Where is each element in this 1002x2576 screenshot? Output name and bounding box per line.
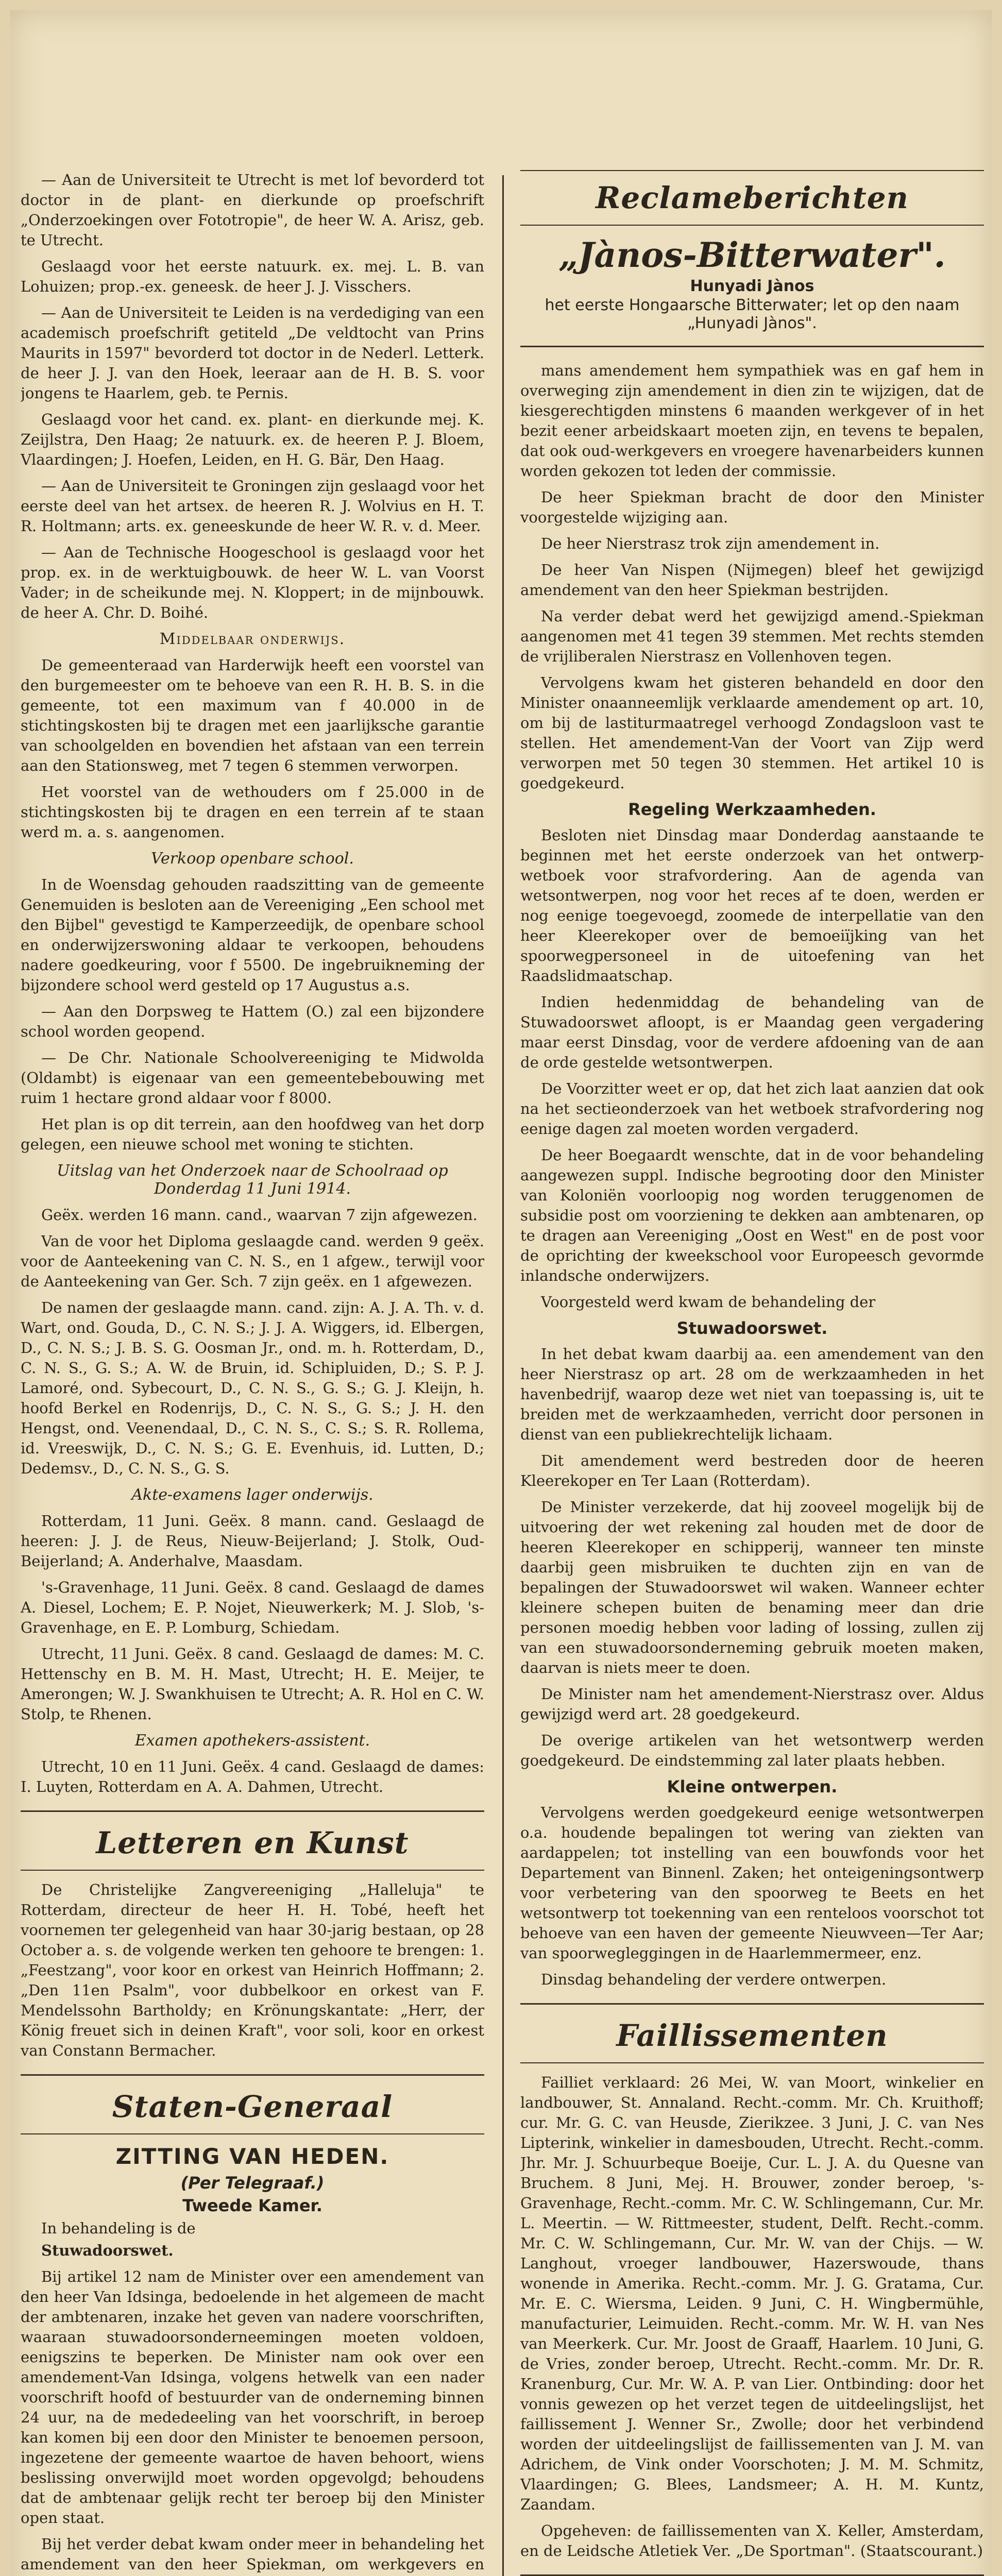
paragraph: — Aan de Universiteit te Utrecht is met lof bevorderd tot doctor in de plant- en dierkunde op proefschrift „Onderzoekingen over Fototropie", de heer W. A. Arisz, geb. te Utrecht. [21, 171, 484, 249]
section-heading-reclame: Reclameberichten [596, 180, 909, 215]
paragraph: In de Woensdag gehouden raadszitting van de gemeente Genemuiden is besloten aan de Vereeniging „Een school met den Bijbel" gevestigd te Kamperzeedijk, de openbare school en onderwijzerswoning aldaar te verkoopen, behoudens nadere goedkeuring, voor f 5500. De ingebruikneming der bijzondere school werd gesteld op 17 Augustus a.s. [21, 876, 484, 994]
section-subheading: Uitslag van het Onderzoek naar de Schoolraad op Donderdag 11 Juni 1914. [57, 1162, 448, 1198]
paragraph: De Minister nam het amendement-Nierstrasz over. Aldus gewijzigd werd art. 28 goedgekeurd. [520, 1685, 984, 1723]
section-divider [520, 170, 984, 171]
paragraph: mans amendement hem sympathiek was en gaf hem in overweging zijn amendement in dien zin te wijzigen, dat de kiesgerechtigden minstens 6 maanden werkgever of in het bezit eener arbeidskaart moeten zijn, en tevens te bepalen, dat ook oud-werkgevers en vroegere havenarbeiders kunnen worden gekozen tot leden der commissie. [520, 362, 984, 480]
paragraph: Vervolgens kwam het gisteren behandeld en door den Minister onaanneemlijk verklaarde amendement op art. 10, om bij de lastiturmaatregel verhoogd Zondagsloon vast te stellen. Het amendement-Van der Voort van Zijp werd verworpen met 50 tegen 30 stemmen. Het artikel 10 is goedgekeurd. [520, 674, 984, 792]
zitting-heading: ZITTING VAN HEDEN. [115, 2144, 389, 2169]
section-subheading: Stuwadoorswet. [676, 1318, 828, 1338]
paragraph: Het plan is op dit terrein, aan den hoofdweg van het dorp gelegen, een nieuwe school met woning te stichten. [21, 1115, 484, 1153]
section-divider [21, 2074, 484, 2076]
section-subheading: Examen apothekers-assistent. [134, 1732, 370, 1750]
paragraph: — Aan de Universiteit te Leiden is na verdediging van een academisch proefschrift getiteld „De veldtocht van Prins Maurits in 1597" bevorderd tot doctor in de Nederl. Letterk. de heer J. J. van den Hoek, leeraar aan de H. B. S. voor jongens te Haarlem, geb. te Pernis. [21, 304, 484, 402]
right-column [520, 170, 984, 2576]
paragraph: Geëx. werden 16 mann. cand., waarvan 7 zijn afgewezen. [41, 1206, 478, 1224]
section-heading-faillissementen: Faillissementen [616, 2018, 888, 2053]
paragraph: — Aan de Technische Hoogeschool is geslaagd voor het prop. ex. in de werktuigbouwk. de heer W. L. van Voorst Vader; in de scheikunde mej. N. Kloppert; in de mijnbouwk. de heer A. Chr. D. Boihé. [21, 544, 484, 621]
section-divider [21, 1810, 484, 1812]
paragraph: De heer Boegaardt wenschte, dat in de voor behandeling aangewezen suppl. Indische begrooting door den Minister van Koloniën voorloopig nog worden teruggenomen de subsidie post om voorziening te dekken aan ambtenaren, op te dragen aan Vereeniging „Oost en West" en de post voor de oprichting der kweekschool voor Europeesch gevormde inlandsche onderwijzers. [520, 1146, 984, 1284]
section-heading-letteren: Letteren en Kunst [96, 1825, 409, 1860]
subject-label: Stuwadoorswet. [41, 2242, 174, 2259]
paragraph: Dinsdag behandeling der verdere ontwerpen. [541, 1971, 887, 1988]
paragraph: De namen der geslaagde mann. cand. zijn: A. J. A. Th. v. d. Wart, ond. Gouda, D., C. N. S.; J. J. A. Wiggers, id. Elbergen, D., C. N. S.; J. B. S. G. Oosman Jr., ond. m. h. Rotterdam, D., C. N. S., G. S.; A. W. de Bruin, id. Schipluiden, D.; S. P. J. Lamoré, ond. Sybecourt, D., C. N. S., G. S.; G. J. Kleijn, h. hoofd Berkel en Rodenrijs, D., C. N. S., G. S.; J. H. den Hengst, ond. Veenendaal, D., C. N. S., C. S.; S. R. Rollema, id. Vreeswijk, D., C. N. S.; G. E. Evenhuis, id. Lutten, D.; Dedemsv., D., C. N. S., G. S. [21, 1299, 484, 1477]
section-divider [520, 346, 984, 347]
paragraph: Vervolgens werden goedgekeurd eenige wetsontwerpen o.a. houdende bepalingen tot wering van ziekten van aardappelen; tot instelling van een bouwfonds voor het Departement van Binnenl. Zaken; het onteigeningsontwerp voor verbetering van den spoorweg te Beets en het wetsontwerp tot toekenning van een renteloos voorschot tot behoeve van een haven der gemeente Nieuwveen—Ter Aar; van spoorwegleggingen in de Haarlemmermeer, enz. [520, 1804, 984, 1962]
paragraph: Indien hedenmiddag de behandeling van de Stuwadoorswet afloopt, is er Maandag geen vergadering maar eerst Dinsdag, voor de verdere afdoening van de aan de orde gestelde wetsontwerpen. [520, 993, 984, 1071]
section-subheading: Regeling Werkzaamheden. [628, 800, 876, 819]
paragraph: De overige artikelen van het wetsontwerp werden goedgekeurd. De eindstemming zal later plaats hebben. [520, 1732, 984, 1769]
paragraph: Utrecht, 10 en 11 Juni. Geëx. 4 cand. Geslaagd de dames: I. Luyten, Rotterdam en A. A. Dahmen, Utrecht. [21, 1758, 484, 1795]
telegraaf-label: (Per Telegraaf.) [180, 2173, 325, 2193]
paragraph: Na verder debat werd het gewijzigd amend.-Spiekman aangenomen met 41 tegen 39 stemmen. Met rechts stemden de vrijliberalen Nierstrasz en Vollenhoven tegen. [520, 607, 984, 665]
paragraph: Geslaagd voor het eerste natuurk. ex. mej. L. B. van Lohuizen; prop.-ex. geneesk. de heer J. J. Visschers. [21, 258, 484, 295]
section-divider [520, 2003, 984, 2005]
paragraph: Besloten niet Dinsdag maar Donderdag aanstaande te beginnen met het eerste onderzoek van het ontwerp-wetboek voor strafvordering. Aan de agenda van wetsontwerpen, nog voor het reces af te doen, werden er nog eenige toegevoegd, zoomede de interpellatie van den heer Kleerekoper over de bemoeiïjking van het spoorwegpersoneel in de uitoefening van het Raadslidmaatschap. [520, 826, 984, 985]
paragraph: Opgeheven: de faillissementen van X. Keller, Amsterdam, en de Leidsche Atletiek Ver. „De Sportman". (Staatscourant.) [520, 2522, 984, 2560]
section-divider [520, 2062, 984, 2063]
paragraph: De heer Van Nispen (Nijmegen) bleef het gewijzigd amendement van den heer Spiekman bestrijden. [520, 561, 984, 599]
paragraph: — Aan den Dorpsweg te Hattem (O.) zal een bijzondere school worden geopend. [21, 1003, 484, 1040]
paragraph: Van de voor het Diploma geslaagde cand. werden 9 geëx. voor de Aanteekening van C. N. S., en 1 afgew., terwijl voor de Aanteekening van Ger. Sch. 7 zijn geëx. en 1 afgewezen. [21, 1232, 484, 1290]
paragraph: De gemeenteraad van Harderwijk heeft een voorstel van den burgemeester om te behoeve van een R. H. B. S. in die gemeente, tot een maximum van f 40.000 in de stichtingskosten bij te dragen met een jaarlijksche garantie van schoolgelden en bovendien het afstaan van een terrein aan den Stationsweg, met 7 tegen 6 stemmen verworpen. [21, 656, 484, 774]
section-divider [520, 225, 984, 226]
paragraph: Het voorstel van de wethouders om f 25.000 in de stichtingskosten bij te dragen en een terrein af te staan werd m. a. s. aangenomen. [21, 783, 484, 841]
section-subheading: Kleine ontwerpen. [667, 1777, 838, 1797]
paragraph: Rotterdam, 11 Juni. Geëx. 8 mann. cand. Geslaagd de heeren: J. J. de Reus, Nieuw-Beijerland; J. Stolk, Oud-Beijerland; A. Anderhalve, Maasdam. [21, 1512, 484, 1570]
paragraph: 's-Gravenhage, 11 Juni. Geëx. 8 cand. Geslaagd de dames A. Diesel, Lochem; E. P. Nojet, Nieuwerkerk; M. J. Slob, 's-Gravenhage, en E. P. Lomburg, Schiedam. [21, 1579, 484, 1636]
left-column [21, 170, 484, 2576]
section-divider [21, 1870, 484, 1871]
paragraph: Bij het verder debat kwam onder meer in behandeling het amendement van den heer Spiekman, om werkgevers en [21, 2535, 484, 2573]
paragraph: De Christelijke Zangvereeniging „Halleluja" te Rotterdam, directeur de heer H. H. Tobé, heeft het voornemen ter gelegenheid van haar 30-jarig bestaan, op 28 October a. s. de volgende werken ten gehoore te brengen: 1. „Feestzang", voor koor en orkest van Heinrich Hoffmann; 2. „Den 11en Psalm", voor dubbelkoor en orkest van F. Mendelssohn Bartholdy; en Krönungskantate: „Herr, der König freuet sich in deinen Kraft", voor soli, koor en orkest van Constann Bermacher. [21, 1881, 484, 2059]
paragraph: Utrecht, 11 Juni. Geëx. 8 cand. Geslaagd de dames: M. C. Hettenschy en B. M. H. Mast, Utrecht; H. E. Meijer, te Amerongen; W. J. Swankhuisen te Utrecht; A. R. Hol en C. W. Stolp, te Rhenen. [21, 1645, 484, 1723]
paragraph: Voorgesteld werd kwam de behandeling der [541, 1293, 876, 1311]
advertisement-text: het eerste Hongaarsche Bitterwater; let op den naam „Hunyadi Jànos". [545, 296, 960, 332]
newspaper-page [10, 10, 992, 2576]
advertisement-title: „Jànos-Bitterwater". [558, 235, 946, 275]
paragraph: Failliet verklaard: 26 Mei, W. van Moort, winkelier en landbouwer, St. Annaland. Recht.-comm. Mr. Ch. Kruithoff; cur. Mr. G. C. van Heusde, Zierikzee. 3 Juni, J. C. van Nes Lipterink, winkelier in damesbouden, Utrecht. Recht.-comm. Jhr. Mr. J. Schuurbeque Boeije, Cur. L. J. A. du Quesne van Bruchem. 8 Juni, Mej. H. Brouwer, zonder beroep, 's-Gravenhage, Recht.-comm. Mr. C. W. Schlingemann, Cur. Mr. L. Meertin. — W. Rittmeester, student, Delft. Recht.-comm. Mr. C. W. Schlingemann, Cur. Mr. W. van der Chijs. — W. Langhout, vroeger landbouwer, Hazerswoude, thans wonende in Amerika. Recht.-comm. Mr. J. G. Gratama, Cur. Mr. E. C. Wiersma, Leiden. 9 Juni, C. H. Wingbermühle, manufacturier, Leimuiden. Recht.-comm. Mr. W. H. van Nes van Meerkerk. Cur. Mr. Joost de Graaff, Haarlem. 10 Juni, G. de Vries, zonder beroep, Utrecht. Recht.-comm. Mr. Dr. R. Kranenburg, Cur. Mr. W. A. P. van Lier. Ontbinding: door het vonnis gewezen op het verzet tegen de uitdeelingslijst, het faillissement J. Wenner Sr., Zwolle; door het verbindend worden der uitdeelingslijst de faillissementen van J. M. van Adrichem, de Vink onder Voorschoten; J. M. M. Schmitz, Vlaardingen; G. Blees, Landsmeer; A. H. M. Kuntz, Zaandam. [520, 2074, 984, 2513]
paragraph: De Minister verzekerde, dat hij zooveel mogelijk bij de uitvoering der wet rekening zal houden met de door de heeren Kleerekoper en schipperij, wanneer ten minste daarbij geen misbruiken te duchten zijn en van de bepalingen der Stuwadoorswet wil waken. Wanneer echter kleinere schepen buiten de benaming meer dan drie personen moedig hebben voor lading of lossing, zullen zij van een stuwadoorsonderneming gebruik moeten maken, daarvan is niets meer te doen. [520, 1498, 984, 1676]
paragraph: Bij artikel 12 nam de Minister over een amendement van den heer Van Idsinga, bedoelende in het algemeen de macht der ambtenaren, inzake het geven van nadere voorschriften, waaraan stuwadoorsonderneemingen moeten voldoen, eenigszins te beperken. De Minister nam ook over een amendement-Van Idsinga, volgens hetwelk van een nader voorschrift hoofd of bestuurder van de onderneming binnen 24 uur, na de mededeeling van het voorschrift, in beroep kan komen bij een door den Minister te benoemen persoon, ingezetene der gemeente waartoe de haven behoort, wiens beslissing onverwijld moet worden opgevolgd; behoudens dat de ambtenaar gelijk recht ter beroep bij den Minister open staat. [21, 2268, 484, 2527]
paragraph: — De Chr. Nationale Schoolvereeniging te Midwolda (Oldambt) is eigenaar van een gemeentebebouwing met ruim 1 hectare grond aldaar voor f 8000. [21, 1049, 484, 1107]
section-subheading: Middelbaar onderwijs. [159, 630, 346, 648]
paragraph: In het debat kwam daarbij aa. een amendement van den heer Nierstrasz op art. 28 om de werkzaamheden in het havenbedrijf, waarop deze wet niet van toepassing is, uit te breiden met de werkzaamheden, verricht door personen in dienst van een publiekrechtelijk lichaam. [520, 1345, 984, 1443]
paragraph: De Voorzitter weet er op, dat het zich laat aanzien dat ook na het sectieonderzoek van het wetboek strafvordering nog eenige dagen zal moeten worden vergaderd. [520, 1080, 984, 1138]
paragraph: In behandeling is de [41, 2219, 196, 2237]
section-heading-staten: Staten-Generaal [112, 2089, 393, 2124]
section-divider [21, 2133, 484, 2134]
paragraph: De heer Spiekman bracht de door den Minister voorgestelde wijziging aan. [520, 488, 984, 526]
section-subheading: Verkoop openbare school. [151, 850, 354, 868]
paragraph: Dit amendement werd bestreden door de heeren Kleerekoper en Ter Laan (Rotterdam). [520, 1452, 984, 1489]
kamer-heading: Tweede Kamer. [182, 2196, 322, 2215]
paragraph: Geslaagd voor het cand. ex. plant- en dierkunde mej. K. Zeijlstra, Den Haag; 2e natuurk. ex. de heeren P. J. Bloem, Vlaardingen; J. Hoefen, Leiden, en H. G. Bär, Den Haag. [21, 411, 484, 468]
paragraph: De heer Nierstrasz trok zijn amendement in. [541, 535, 880, 552]
paragraph: — Aan de Universiteit te Groningen zijn geslaagd voor het eerste deel van het artsex. de heeren R. J. Wolvius en H. T. R. Holtmann; arts. ex. geneeskunde de heer W. R. v. d. Meer. [21, 477, 484, 535]
advertisement-brand: Hunyadi Jànos [690, 277, 814, 295]
column-divider [502, 175, 504, 2576]
section-subheading: Akte-examens lager onderwijs. [131, 1486, 373, 1504]
